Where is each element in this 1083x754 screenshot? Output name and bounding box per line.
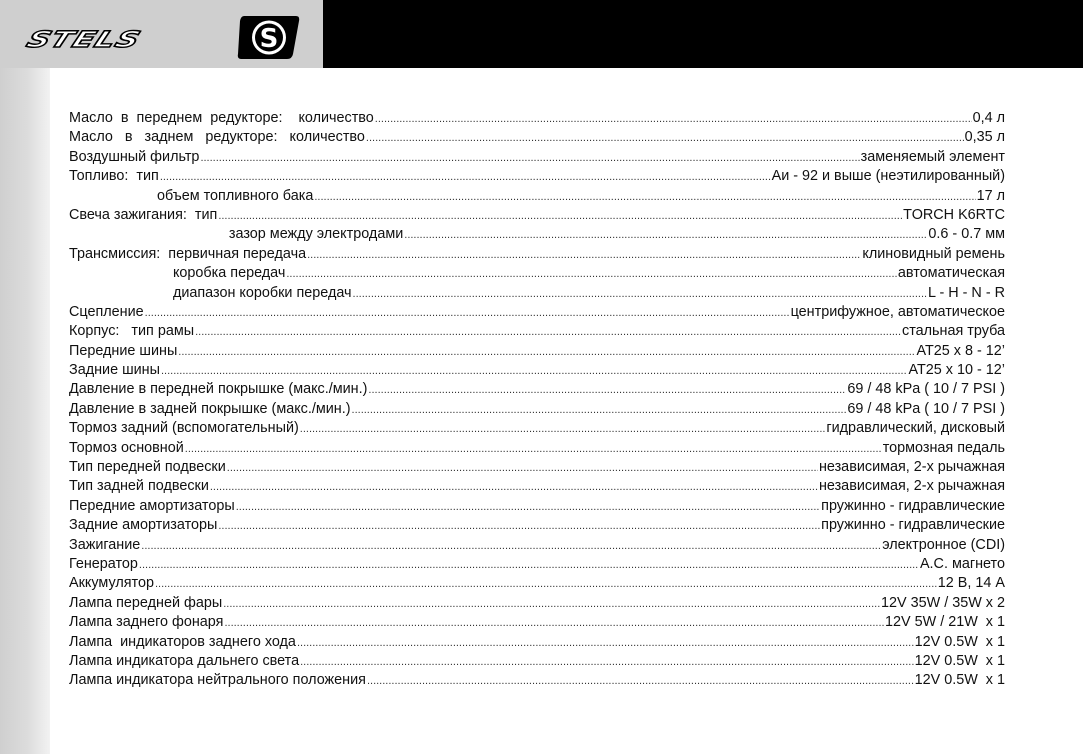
- dot-leader: [286, 264, 897, 284]
- spec-label: Топливо: тип: [69, 168, 159, 185]
- dot-leader: [185, 439, 882, 459]
- spec-row: [69, 439, 1005, 458]
- spec-label: Масло в переднем редукторе: количество: [69, 110, 374, 126]
- spec-row: [69, 671, 1005, 690]
- spec-value: тормозная педаль: [882, 439, 1005, 456]
- spec-row: [69, 497, 1005, 516]
- spec-row: [69, 536, 1005, 555]
- dot-leader: [200, 148, 859, 168]
- spec-value: центрифужное, автоматическое: [790, 303, 1005, 320]
- spec-row: [69, 167, 1005, 186]
- dot-leader: [297, 633, 914, 653]
- spec-value: 0,4 л: [972, 110, 1005, 126]
- spec-row: [69, 245, 1005, 264]
- header-black-band: [323, 0, 1083, 68]
- spec-value: гидравлический, дисковый: [826, 420, 1005, 437]
- spec-label: Аккумулятор: [69, 575, 154, 592]
- spec-value: A.C. магнето: [919, 555, 1005, 572]
- spec-row: [69, 284, 1005, 303]
- spec-row: [69, 187, 1005, 206]
- dot-leader: [224, 613, 884, 633]
- dot-leader: [210, 477, 818, 497]
- spec-value: 12 В, 14 А: [937, 575, 1005, 592]
- dot-leader: [353, 284, 927, 304]
- dot-leader: [404, 225, 927, 245]
- spec-value: L - H - N - R: [927, 284, 1005, 301]
- spec-row: [69, 594, 1005, 613]
- spec-label: коробка передач: [69, 265, 286, 282]
- spec-label: диапазон коробки передач: [69, 284, 352, 301]
- dot-leader: [367, 671, 914, 691]
- spec-value: пружинно - гидравлические: [821, 517, 1005, 534]
- spec-list: [69, 109, 1005, 691]
- spec-label: Лампа индикатора дальнего света: [69, 652, 300, 669]
- dot-leader: [307, 245, 861, 265]
- spec-row: [69, 633, 1005, 652]
- dot-leader: [223, 594, 880, 614]
- dot-leader: [218, 516, 820, 536]
- dot-leader: [300, 419, 826, 439]
- badge-letter: S: [259, 24, 279, 54]
- spec-label: Сцепление: [69, 303, 144, 320]
- spec-value: 69 / 48 kPa ( 10 / 7 PSI ): [847, 400, 1005, 417]
- spec-row: [69, 225, 1005, 244]
- spec-value: AT25 x 10 - 12’: [908, 362, 1005, 379]
- spec-value: 12V 0.5W x 1: [914, 633, 1005, 650]
- spec-value: 12V 0.5W x 1: [914, 672, 1005, 689]
- spec-row: [69, 477, 1005, 496]
- spec-value: электронное (CDI): [882, 536, 1005, 553]
- spec-value: стальная труба: [902, 323, 1005, 340]
- spec-row: [69, 303, 1005, 322]
- dot-leader: [141, 536, 881, 556]
- spec-label: Зажигание: [69, 536, 141, 553]
- dot-leader: [368, 380, 846, 400]
- spec-label: Тип передней подвески: [69, 459, 226, 476]
- left-side-strip: [0, 68, 50, 754]
- dot-leader: [366, 128, 964, 148]
- spec-label: Воздушный фильтр: [69, 148, 200, 165]
- dot-leader: [139, 555, 919, 575]
- dot-leader: [145, 303, 790, 323]
- spec-label: Лампа индикаторов заднего хода: [69, 633, 296, 650]
- spec-label: Давление в задней покрышке (макс./мин.): [69, 400, 351, 417]
- spec-label: объем топливного бака: [69, 187, 314, 204]
- spec-value: автоматическая: [897, 265, 1005, 282]
- spec-value: 12V 0.5W x 1: [914, 652, 1005, 669]
- spec-value: 69 / 48 kPa ( 10 / 7 PSI ): [847, 381, 1005, 398]
- spec-row: [69, 109, 1005, 128]
- spec-row: [69, 322, 1005, 341]
- spec-label: Лампа заднего фонаря: [69, 614, 224, 631]
- spec-row: [69, 516, 1005, 535]
- spec-label: Лампа передней фары: [69, 594, 223, 611]
- spec-label: Давление в передней покрышке (макс./мин.): [69, 381, 368, 398]
- spec-value: заменяемый элемент: [860, 148, 1005, 165]
- dot-leader: [236, 497, 820, 517]
- spec-value: AT25 x 8 - 12’: [916, 342, 1005, 359]
- spec-row: [69, 613, 1005, 632]
- dot-leader: [227, 458, 818, 478]
- spec-label: Задние шины: [69, 362, 160, 379]
- spec-row: [69, 361, 1005, 380]
- spec-label: Масло в заднем редукторе: количество: [69, 129, 365, 146]
- spec-label: Свеча зажигания: тип: [69, 206, 218, 223]
- spec-label: Трансмиссия: первичная передача: [69, 245, 307, 262]
- dot-leader: [195, 322, 901, 342]
- spec-label: Тормоз задний (вспомогательный): [69, 420, 299, 437]
- stels-logo-icon: STELS: [22, 27, 145, 53]
- spec-row: [69, 400, 1005, 419]
- spec-row: [69, 148, 1005, 167]
- spec-label: Тормоз основной: [69, 439, 184, 456]
- dot-leader: [160, 167, 771, 187]
- spec-row: [69, 264, 1005, 283]
- spec-row: [69, 128, 1005, 147]
- spec-row: [69, 342, 1005, 361]
- spec-label: Генератор: [69, 555, 138, 572]
- spec-label: Задние амортизаторы: [69, 517, 218, 534]
- spec-value: 12V 5W / 21W x 1: [885, 614, 1005, 631]
- dot-leader: [352, 400, 847, 420]
- spec-row: [69, 652, 1005, 671]
- spec-row: [69, 380, 1005, 399]
- spec-value: независимая, 2-х рычажная: [818, 459, 1005, 476]
- dot-leader: [218, 206, 902, 226]
- spec-value: Аи - 92 и выше (неэтилированный): [771, 168, 1005, 185]
- spec-value: TORCH K6RTC: [903, 206, 1005, 223]
- dot-leader: [155, 574, 937, 594]
- spec-row: [69, 555, 1005, 574]
- spec-value: клиновидный ремень: [862, 245, 1005, 262]
- spec-row: [69, 458, 1005, 477]
- spec-label: Лампа индикатора нейтрального положения: [69, 672, 366, 689]
- spec-row: [69, 574, 1005, 593]
- spec-label: Передние амортизаторы: [69, 497, 235, 514]
- dot-leader: [178, 342, 915, 362]
- dot-leader: [300, 652, 914, 672]
- spec-value: пружинно - гидравлические: [821, 497, 1005, 514]
- spec-row: [69, 419, 1005, 438]
- spec-label: Корпус: тип рамы: [69, 323, 195, 340]
- spec-value: 12V 35W / 35W x 2: [881, 594, 1005, 611]
- spec-value: 0,35 л: [964, 129, 1005, 146]
- spec-label: зазор между электродами: [69, 226, 404, 243]
- spec-value: 0.6 - 0.7 мм: [928, 226, 1005, 243]
- dot-leader: [375, 109, 972, 129]
- spec-label: Передние шины: [69, 342, 178, 359]
- stels-badge-icon: [236, 12, 302, 62]
- spec-label: Тип задней подвески: [69, 478, 209, 495]
- spec-value: 17 л: [976, 187, 1005, 204]
- dot-leader: [161, 361, 908, 381]
- spec-row: [69, 206, 1005, 225]
- dot-leader: [314, 187, 975, 207]
- spec-value: независимая, 2-х рычажная: [818, 478, 1005, 495]
